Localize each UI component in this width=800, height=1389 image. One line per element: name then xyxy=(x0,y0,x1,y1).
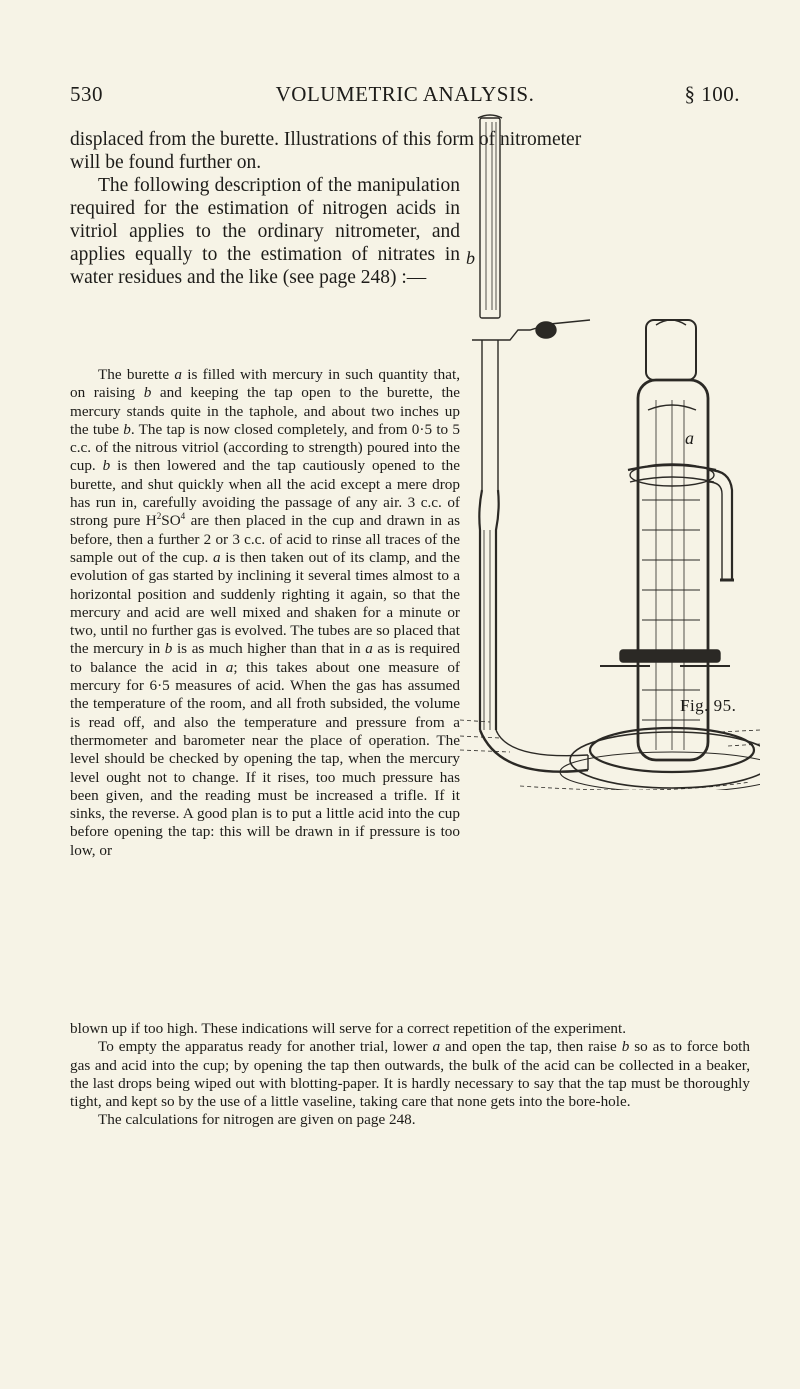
figure-label-a: a xyxy=(685,428,694,448)
section-number: § 100. xyxy=(684,82,740,106)
lead-paragraph: The following description of the manipulation required for the estimation of nitrogen acids in vitriol applies to the ordinary nitrometer, and applies equally to the estimation of nitrates in water residues and the like (see page 248) :— xyxy=(70,175,460,288)
lead-paragraph-block xyxy=(70,174,460,289)
emptying-paragraph: To empty the apparatus ready for another trial, lower a and open the tap, then raise b so as to force both gas and acid into the cup; by opening the tap then outwards, the bulk of the acid can be collected in a beaker, the last drops being wiped out with blotting-paper. It is hardly necessary to say that the tap must be thoroughly tight, and kept so by the use of a little vaseline, taking care that none gets into the bore-hole. xyxy=(70,1038,750,1111)
procedure-text: The burette a is filled with mercury in such quantity that, on raising b and keeping the tap open to the burette, the mercury stands quite in the taphole, and about two inches up the tube b. The tap is now closed completely, and from 0·5 to 5 c.c. of the nitrous vitriol (according to strength) poured into the cup. b is then lowered and the tap cautiously opened to the burette, and shut quickly when all the acid except a mere drop has run in, carefully avoiding the passage of any air. 3 c.c. of strong pure $H^2SO^4$ are then placed in the cup and drawn in as before, then a further 2 or 3 c.c. of acid to rinse all traces of the sample out of the cup. a is then taken out of its clamp, and the evolution of gas started by inclining it several times almost to a horizontal position and suddenly righting it again, so that the mercury and acid are well mixed and shaken for a minute or two, until no further gas is evolved. The tubes are so placed that the mercury in b is as much higher than that in a as is required to balance the acid in a; this takes about one measure of mercury for 6·5 measures of acid. When the gas has assumed the temperature of the room, and all froth subsided, the volume is read off, and also the temperature and pressure from a thermometer and barometer near the place of operation. The level should be checked by opening the tap, when the mercury level ought not to change. If it rises, too much pressure has been given, and the reading must be increased a trifle. If it sinks, the reverse. A good plan is to put a little acid into the cup before opening the tap: this will be drawn in if pressure is too low, or xyxy=(70,366,461,859)
nitrometer-apparatus-illustration xyxy=(460,110,760,790)
running-title: VOLUMETRIC ANALYSIS. xyxy=(275,82,535,106)
figure-caption: Fig. 95. xyxy=(680,696,737,715)
page-header xyxy=(70,82,740,112)
intro-line-2: will be found further on. xyxy=(70,152,262,173)
procedure-end: blown up if too high. These indications will serve for a correct repetition of the experiment. xyxy=(70,1020,627,1037)
calculations-paragraph: The calculations for nitrogen are given on page 248. xyxy=(98,1111,416,1129)
intro-line-1: displaced from the burette. Illustrations of this form of nitrometer xyxy=(70,129,582,150)
procedure-continued xyxy=(70,1020,750,1130)
procedure-paragraph xyxy=(70,366,460,860)
figure-label-b: b xyxy=(466,248,475,268)
page-number: 530 xyxy=(70,82,103,106)
